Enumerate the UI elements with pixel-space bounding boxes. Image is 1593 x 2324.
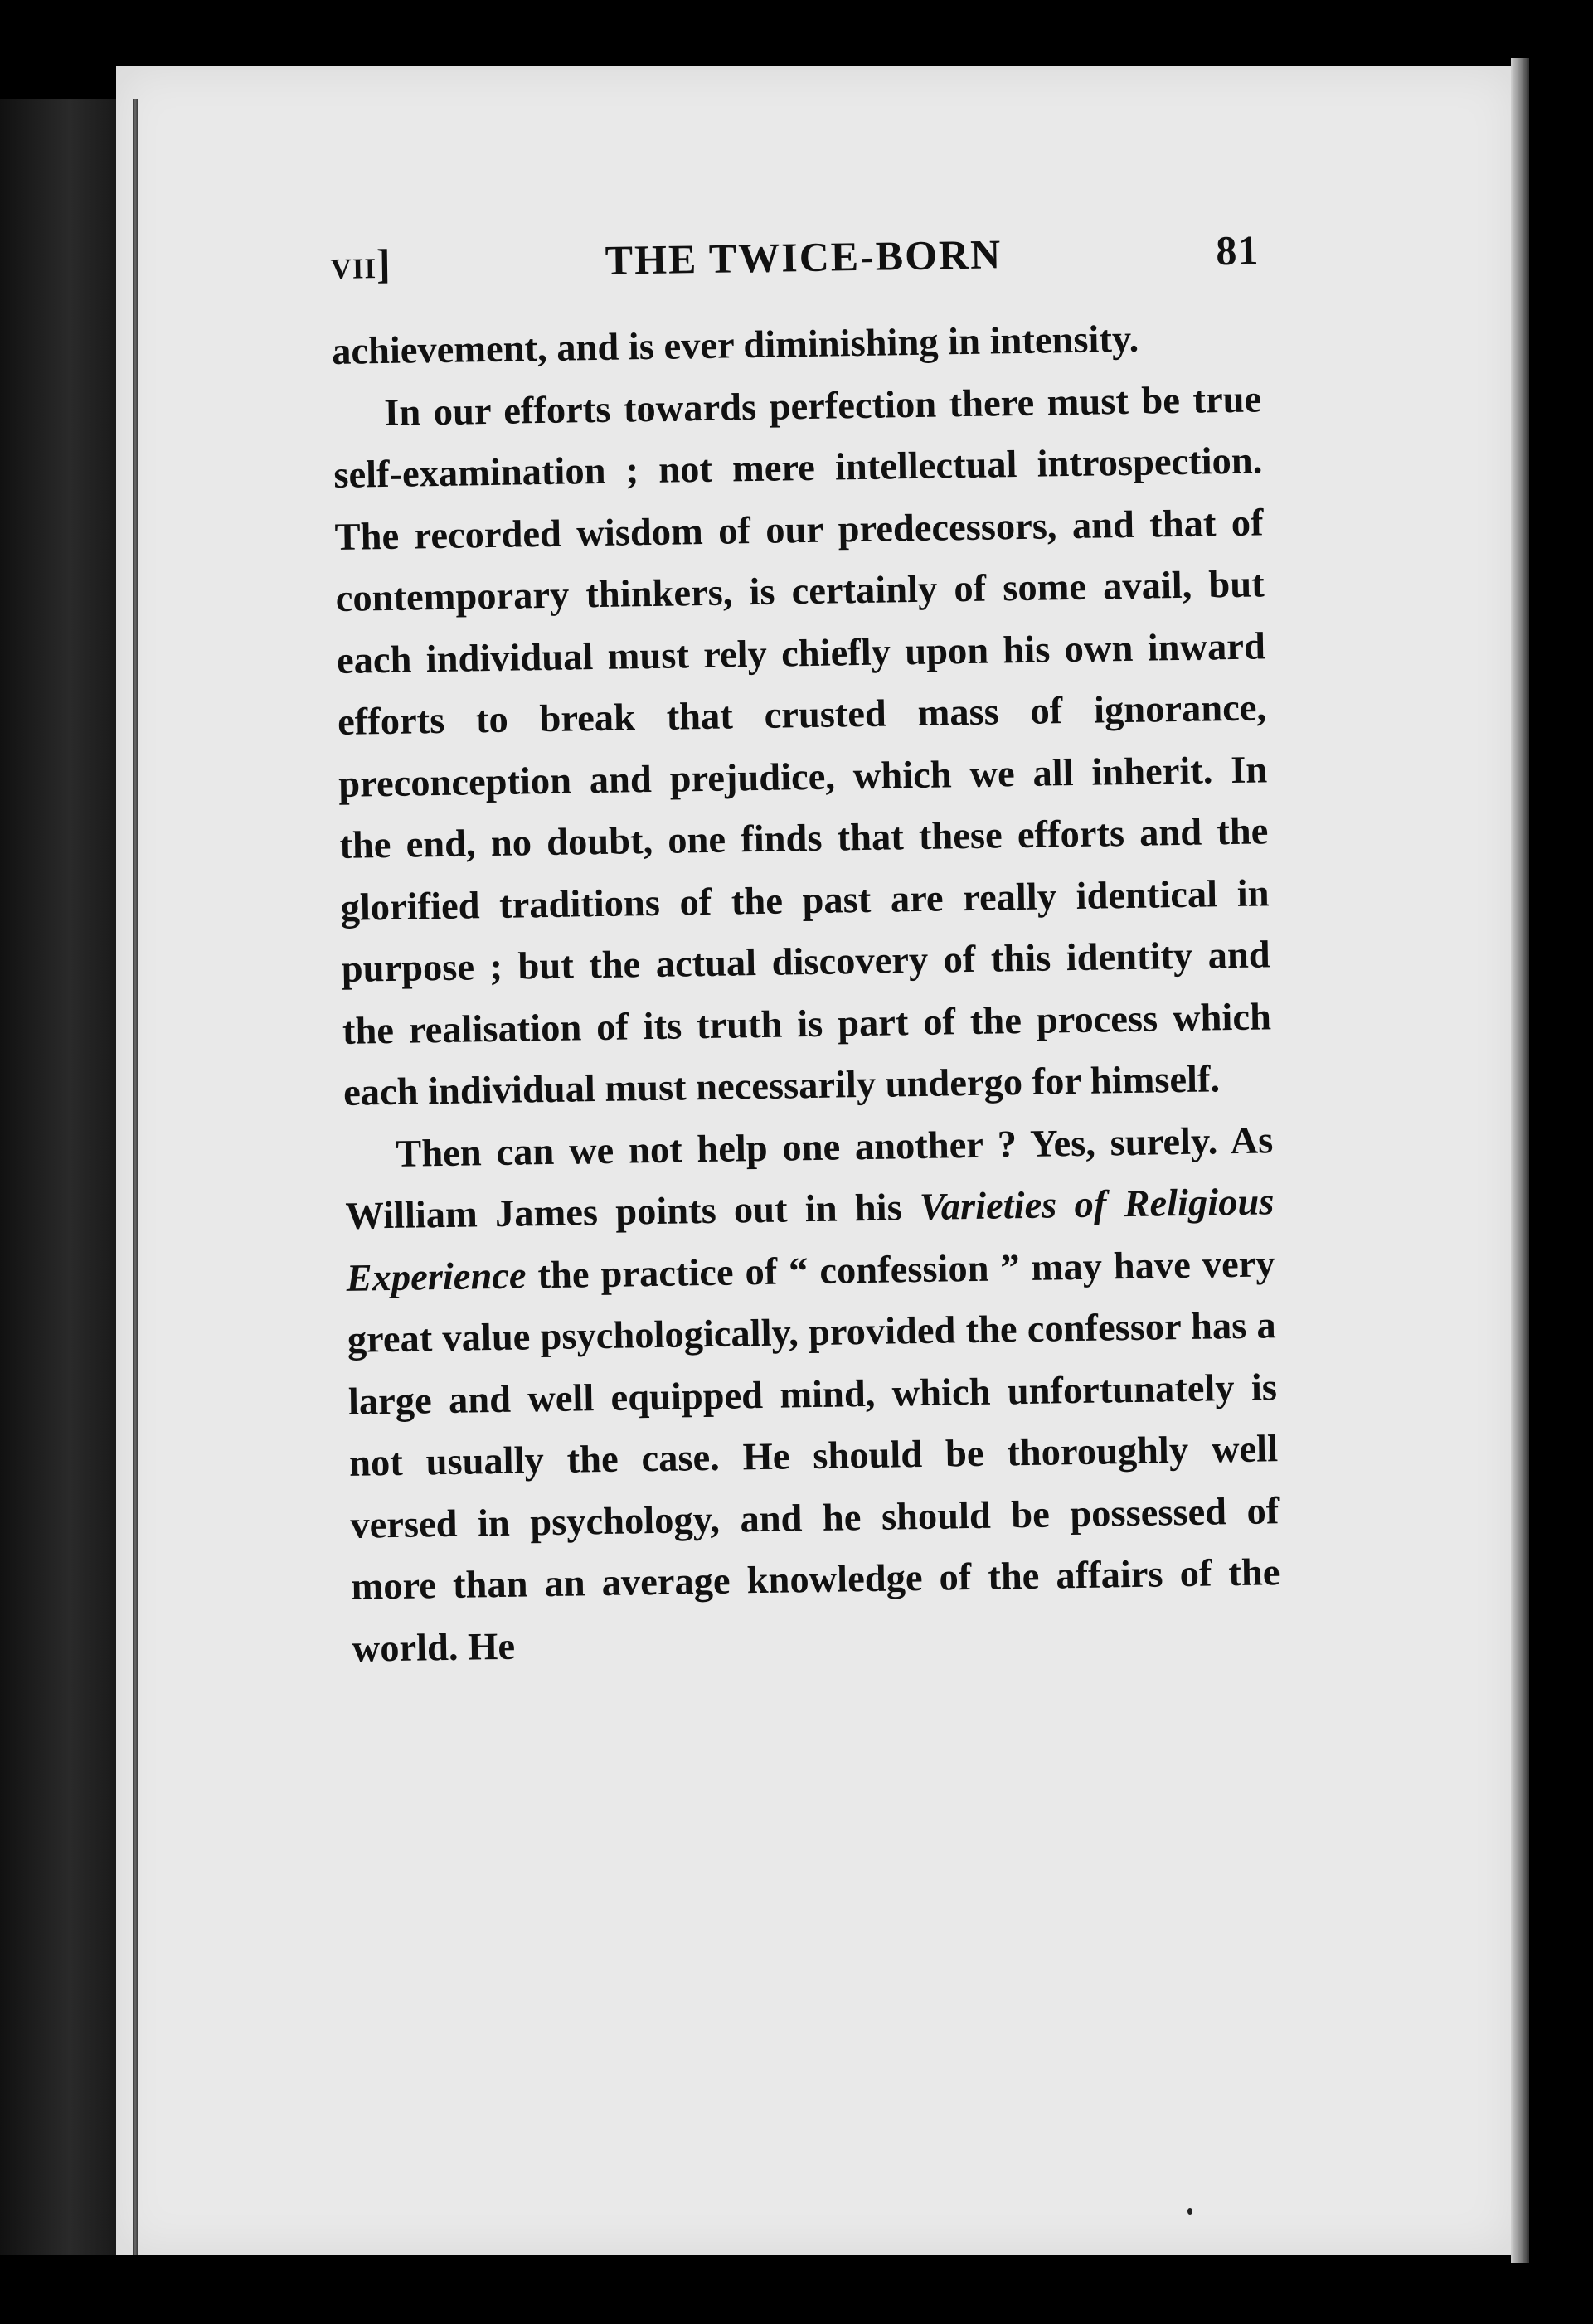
book-title-italic: Varieties of Religious Experience (346, 1181, 1275, 1300)
page-gutter-shadow (133, 99, 138, 2255)
body-text (332, 307, 1282, 1680)
paragraph-3-before: Then can we not help one another ? Yes, surely. As William James points out in his (345, 1118, 1274, 1238)
facing-page-edge (0, 99, 116, 2255)
page-number: 81 (1215, 226, 1260, 274)
paragraph-1: achievement, and is ever diminishing in intensity. (331, 318, 1139, 373)
scan-speck (1187, 2208, 1192, 2215)
paragraph-3 (344, 1110, 1281, 1681)
chapter-number: vii] (330, 240, 392, 288)
page-text-block (330, 226, 1281, 1680)
paragraph-3-after: the practice of “ confession ” may have very great value psychologically, provided the confessor has a large and well equipped mind, which unfortunately is not usually the case. He should be thoroughly well versed in psychology, and he should be possessed of more than an average knowledge of the affairs of the world. He (347, 1242, 1280, 1671)
page-stack-edge (1511, 58, 1529, 2263)
paragraph-2: In our efforts towards perfection there must be true self-examination ; not mere intellectual introspection. The recorded wisdom of our predecessors, and that of contemporary thinkers, is certainly of some avail, but each individual must rely chiefly upon his own inward efforts to break that crusted mass of ignorance, preconception and prejudice, which we all inherit. In the end, no doubt, one finds that these efforts and the glorified traditions of the past are really identical in purpose ; but the actual discovery of this identity and the realisation of its truth is part of the process which each individual must necessarily undergo for himself. (333, 377, 1272, 1114)
running-title: THE TWICE-BORN (605, 230, 1003, 284)
